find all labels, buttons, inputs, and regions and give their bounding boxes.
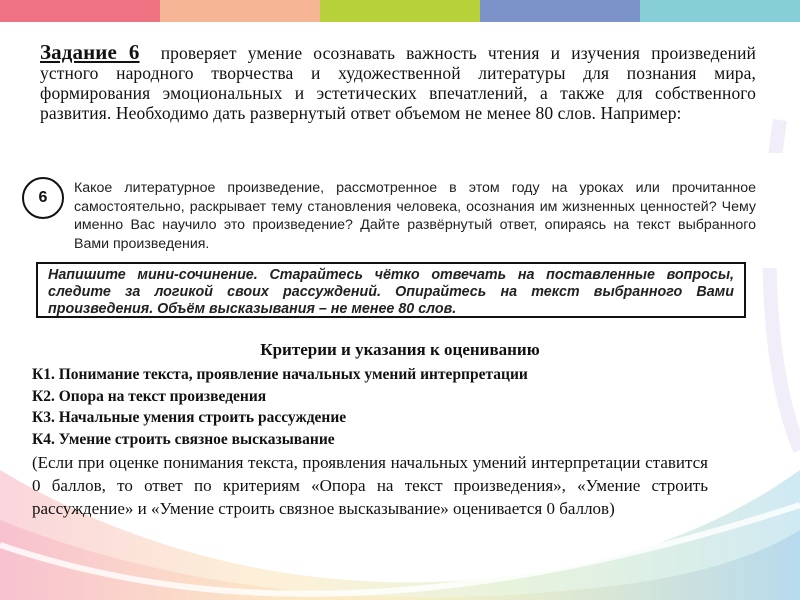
criterion-item: К2. Опора на текст произведения <box>32 387 267 405</box>
criterion-item: К4. Умение строить связное высказывание <box>32 430 335 448</box>
criteria-title: Критерии и указания к оцениванию <box>260 340 540 359</box>
task-panel <box>10 153 785 268</box>
criterion-item: К1. Понимание текста, проявление начальных умений интерпретации <box>32 366 528 383</box>
task-number-badge: 6 <box>22 177 64 219</box>
task-heading: Задание 6 <box>40 40 140 64</box>
criteria-list <box>32 364 752 450</box>
criterion-item: К3. Начальные умения строить рассуждение <box>32 409 347 426</box>
task-question: Какое литературное произведение, рассмотренное в этом году на уроках или прочитанное самостоятельно, раскрывает тему становления человека, осознания им жизненных ценностей? Чему именно Вас научило это произведение? Дайте развёрнутый ответ, опираясь на текст выбранного Вами произведения. <box>74 180 756 252</box>
intro-text: проверяет умение осознавать важность чтения и изучения произведений устного народного творчества и художественной литературы для познания мира, формирования эмоциональных и эстетических впечатлений, а также для собственного развития. Необходимо дать развернутый ответ объемом не менее 80 слов. Например: <box>40 43 756 123</box>
intro-paragraph <box>40 42 756 123</box>
instruction-box: Напишите мини-сочинение. Старайтесь чётко отвечать на поставленные вопросы, следите за логикой своих рассуждений. Опирайтесь на текст выбранного Вами произведения. Объём высказывания – не менее 80 слов. <box>36 262 746 318</box>
criteria-note: (Если при оценке понимания текста, проявления начальных умений интерпретации ставится 0 баллов, то ответ по критериям «Опора на текст произведения», «Умение строить рассуждение» и «Умение строить связное высказывание» оценивается 0 баллов) <box>32 453 708 518</box>
